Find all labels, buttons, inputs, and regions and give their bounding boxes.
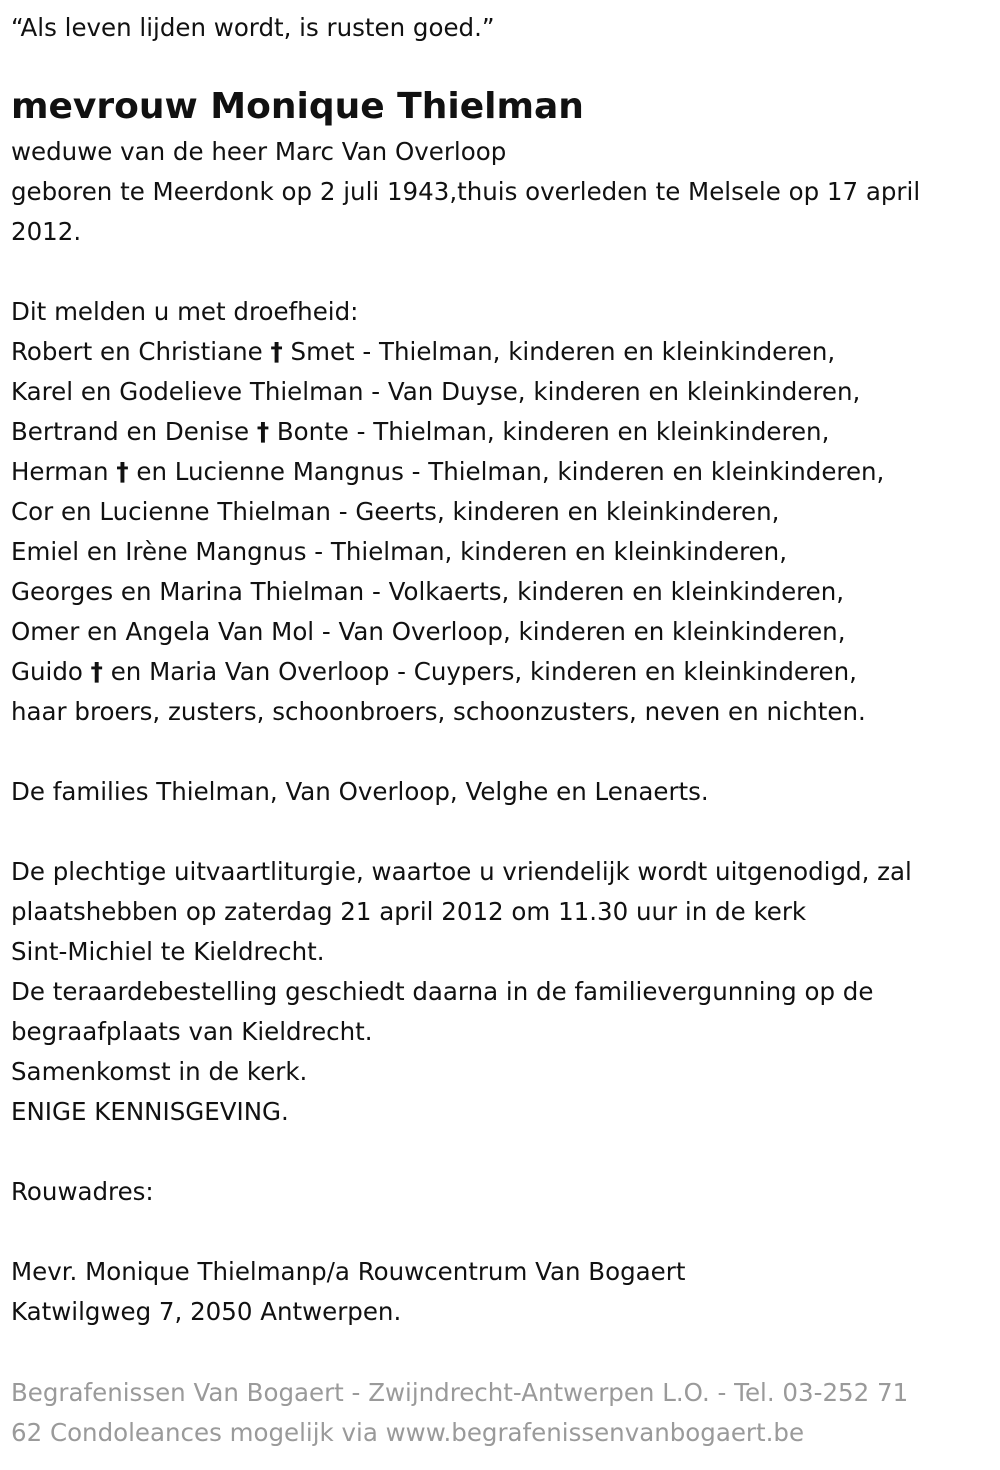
footer-line-1: Begrafenissen Van Bogaert - Zwijndrecht-Antwerpen L.O. - Tel. 03-252 71 — [11, 1378, 909, 1407]
family-line — [11, 572, 996, 612]
family-line-text: Emiel en Irène Mangnus - Thielman, kinderen en kleinkinderen, — [11, 537, 787, 566]
deceased-cross-icon: † — [256, 417, 270, 446]
family-line-text: Herman — [11, 457, 117, 486]
family-line-text: Smet - Thielman, kinderen en kleinkinderen, — [282, 337, 836, 366]
funeral-home-footer — [11, 1373, 996, 1453]
ceremony-line-2: plaatshebben op zaterdag 21 april 2012 om 11.30 uur in de kerk — [11, 897, 807, 926]
family-line — [11, 612, 996, 652]
family-line — [11, 532, 996, 572]
family-line-text: Robert en Christiane — [11, 337, 271, 366]
family-line-text: Omer en Angela Van Mol - Van Overloop, kinderen en kleinkinderen, — [11, 617, 846, 646]
families-line: De families Thielman, Van Overloop, Velghe en Lenaerts. — [11, 777, 709, 806]
family-line-text: Bonte - Thielman, kinderen en kleinkinderen, — [269, 417, 830, 446]
family-line — [11, 332, 996, 372]
family-line-text: Guido — [11, 657, 91, 686]
ceremony-line-1: De plechtige uitvaartliturgie, waartoe u vriendelijk wordt uitgenodigd, zal — [11, 857, 912, 886]
footer-line-2: 62 Condoleances mogelijk via www.begrafenissenvanbogaert.be — [11, 1418, 805, 1447]
family-line — [11, 372, 996, 412]
family-line — [11, 452, 996, 492]
address-line-2: Katwilgweg 7, 2050 Antwerpen. — [11, 1297, 402, 1326]
ceremony-line-3: Sint-Michiel te Kieldrecht. — [11, 937, 325, 966]
deceased-cross-icon: † — [90, 657, 103, 686]
deceased-name: mevrouw Monique Thielman — [11, 86, 584, 127]
birth-death-line: geboren te Meerdonk op 2 juli 1943,thuis overleden te Melsele op 17 april 2012. — [11, 177, 921, 246]
family-line-text: Bertrand en Denise — [11, 417, 257, 446]
gathering-line: Samenkomst in de kerk. — [11, 1057, 308, 1086]
announcement-intro: Dit melden u met droefheid: — [11, 297, 359, 326]
spacer — [11, 1212, 996, 1252]
family-line-text: Cor en Lucienne Thielman - Geerts, kinderen en kleinkinderen, — [11, 497, 780, 526]
address-label: Rouwadres: — [11, 1177, 154, 1206]
spacer — [11, 812, 996, 852]
family-line-text: en Maria Van Overloop - Cuypers, kinderen en kleinkinderen, — [102, 657, 857, 686]
spacer — [11, 1132, 996, 1172]
deceased-cross-icon: † — [116, 457, 129, 486]
family-line-text: Karel en Godelieve Thielman - Van Duyse, kinderen en kleinkinderen, — [11, 377, 861, 406]
opening-quote: “Als leven lijden wordt, is rusten goed.” — [11, 13, 495, 42]
family-line — [11, 692, 996, 732]
address-line-1: Mevr. Monique Thielmanp/a Rouwcentrum Van Bogaert — [11, 1257, 686, 1286]
family-line-text: haar broers, zusters, schoonbroers, schoonzusters, neven en nichten. — [11, 697, 866, 726]
widow-of-line: weduwe van de heer Marc Van Overloop — [11, 137, 507, 166]
burial-line-1: De teraardebestelling geschiedt daarna in de familievergunning op de — [11, 977, 874, 1006]
family-line-text: Georges en Marina Thielman - Volkaerts, kinderen en kleinkinderen, — [11, 577, 845, 606]
family-list — [11, 332, 996, 732]
family-line — [11, 652, 996, 692]
family-line — [11, 492, 996, 532]
family-line-text: en Lucienne Mangnus - Thielman, kinderen en kleinkinderen, — [128, 457, 885, 486]
notice-line: ENIGE KENNISGEVING. — [11, 1097, 289, 1126]
obituary-document — [11, 8, 996, 1332]
family-line — [11, 412, 996, 452]
deceased-cross-icon: † — [270, 337, 283, 366]
spacer — [11, 252, 996, 292]
spacer — [11, 732, 996, 772]
burial-line-2: begraafplaats van Kieldrecht. — [11, 1017, 373, 1046]
